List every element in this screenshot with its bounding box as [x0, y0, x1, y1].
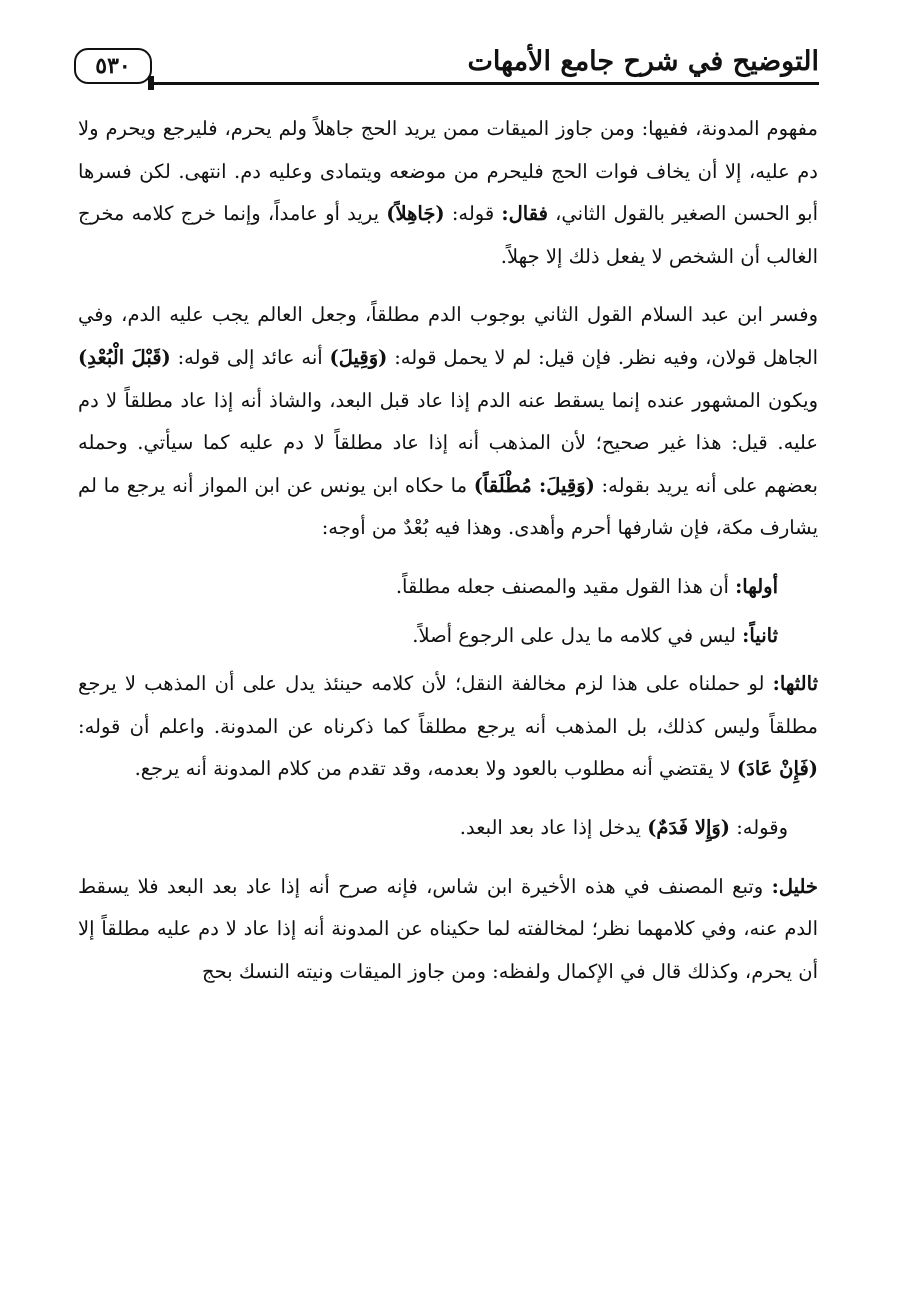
bold-term: أولها:	[735, 574, 778, 598]
page-body	[78, 108, 818, 1009]
bold-term: فقال:	[501, 202, 548, 226]
bold-term: ثالثها:	[772, 672, 818, 696]
text-run: ما حكاه ابن يونس عن ابن المواز أنه يرجع ما لم يشارف مكة، فإن شارفها أحرم وأهدى. وهذا فيه بُعْدٌ من أوجه:	[78, 473, 818, 540]
text-run: وقوله:	[730, 815, 788, 839]
quoted-term: (فَإِنْ عَادَ)	[736, 757, 818, 781]
book-title: التوضيح في شرح جامع الأمهات	[467, 46, 819, 77]
text-run: وتبع المصنف في هذه الأخيرة ابن شاس، فإنه صرح أنه إذا عاد بعد البعد فلا يسقط الدم عنه، وفي كلامهما نظر؛ لمخالفته لما حكيناه عن المدونة أنه إذا عاد لا دم عليه مطلقاً إلا أن يحرم، وكذلك قال في الإكمال ولفظه: ومن جاوز الميقات ونيته النسك بحج	[78, 874, 818, 983]
text-run: لا يقتضي أنه مطلوب بالعود ولا بعدمه، وقد تقدم من كلام المدونة أنه يرجع.	[134, 757, 737, 781]
text-run: ويكون المشهور عنده إنما يسقط عنه الدم إذا عاد قبل البعد، والشاذ أنه إذا عاد مطلقاً لا دم عليه. قيل: هذا غير صحيح؛ لأن المذهب أنه إذا عاد مطلقاً لا دم عليه كما سيأتي. وحمله بعضهم على أنه يريد بقوله:	[78, 388, 818, 497]
bold-term: خليل:	[771, 874, 818, 898]
text-run: أنه عائد إلى قوله:	[170, 345, 330, 369]
quoted-term: (قَبْلَ الْبُعْدِ)	[78, 345, 171, 369]
quoted-term: (جَاهِلاً)	[386, 202, 445, 226]
text-run: مفهوم المدونة، ففيها: ومن جاوز الميقات ممن يريد الحج جاهلاً ولم يحرم، فليرجع ويحرم ولا دم عليه، إلا أن يخاف فوات الحج فليحرم من موضعه ويتمادى وعليه دم. انتهى. لكن فسرها أبو الحسن الصغير بالقول الثاني،	[78, 117, 818, 226]
quoted-term: (وَإِلا فَدَمٌ)	[647, 815, 731, 839]
header-rule	[152, 82, 819, 85]
paragraph-3	[78, 566, 818, 609]
text-run: أن هذا القول مقيد والمصنف جعله مطلقاً.	[395, 574, 736, 598]
paragraph-5	[78, 663, 818, 791]
paragraph-1	[78, 108, 818, 278]
bold-term: ثانياً:	[742, 623, 778, 647]
text-run: يدخل إذا عاد بعد البعد.	[459, 815, 648, 839]
paragraph-6	[78, 807, 818, 850]
text-run: لو حملناه على هذا لزم مخالفة النقل؛ لأن كلامه حينئذ يدل على أن المذهب لا يرجع مطلقاً وليس كذلك، بل المذهب أنه يرجع مطلقاً كما ذكرناه عن المدونة. واعلم أن قوله:	[78, 672, 818, 738]
page-number: ٥٣٠	[74, 48, 152, 84]
page-header	[74, 48, 819, 96]
text-run: يريد أو عامداً، وإنما خرج كلامه مخرج الغالب أن الشخص لا يفعل ذلك إلا جهلاً.	[78, 202, 818, 268]
paragraph-7	[78, 866, 818, 994]
paragraph-4	[78, 615, 818, 658]
text-run: وفسر ابن عبد السلام القول الثاني بوجوب الدم مطلقاً، وجعل العالم يجب عليه الدم، وفي الجاهل قولان، وفيه نظر. فإن قيل: لم لا يحمل قوله:	[78, 303, 818, 369]
paragraph-2	[78, 294, 818, 550]
quoted-term: (وَقِيلَ)	[329, 345, 388, 369]
text-run: قوله:	[444, 202, 502, 226]
quoted-term: (وَقِيلَ: مُطْلَقاً)	[473, 473, 595, 497]
text-run: ليس في كلامه ما يدل على الرجوع أصلاً.	[412, 623, 743, 647]
